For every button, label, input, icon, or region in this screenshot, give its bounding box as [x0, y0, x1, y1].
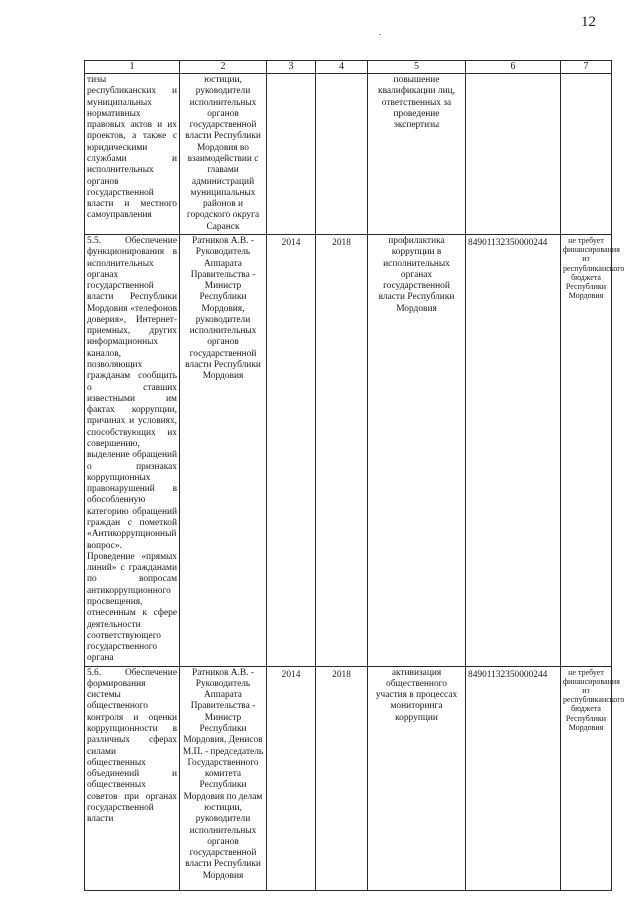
budget-code-cell: 84901132350000244	[468, 237, 548, 248]
measure-cell: тизы республиканских и муниципальных нормативных правовых актов и их проектов, а также с юридическими службами и исполнительных органов государственной власти и местного самоуправления	[87, 75, 177, 221]
start-year-cell: 2014	[281, 669, 301, 680]
financing-cell: не требует финансирования из республиканского бюджета Республики Мордовия	[563, 235, 625, 301]
header-col-3: 3	[267, 61, 316, 74]
result-cell: профилактика коррупции в исполнительных органах государственной власти Республики Мордовия	[378, 235, 455, 314]
header-col-2: 2	[180, 61, 267, 74]
result-cell: активизация общественного участия в процессах мониторинга коррупции	[375, 667, 458, 723]
end-year-cell: 2018	[332, 237, 351, 248]
header-col-5: 5	[368, 61, 466, 74]
header-row	[85, 61, 612, 74]
responsible-cell: юстиции, руководители исполнительных органов государственной власти Республики Мордовия во взаимодействии с главами администраций муниципальных районов и городского округа Саранск	[185, 75, 261, 232]
header-col-4: 4	[316, 61, 368, 74]
start-year-cell: 2014	[281, 237, 301, 248]
header-col-6: 6	[466, 61, 561, 74]
scan-speck	[379, 34, 381, 35]
financing-cell: не требует финансирования из республиканского бюджета Республики Мордовия	[563, 667, 625, 732]
budget-code-cell: 84901132350000244	[468, 669, 548, 680]
header-col-7: 7	[561, 61, 612, 74]
header-col-1: 1	[85, 61, 180, 74]
measure-cell: 5.6. Обеспечение формирования системы общественного контроля и оценки коррупционности в различных сферах силами общественных объединений и общественных советов при органах государственной власти	[87, 667, 177, 825]
measure-cell: 5.5. Обеспечение функционирования в исполнительных органах государственной власти Республики Мордовия «телефонов доверия», Интернет-приемных, других информационных каналов, позволяющих гражданам сообщить о ставших известными им фактах коррупции, причинах и условиях, способствующих их совершению, выделение обращений о признаках коррупционных правонарушений в обособленную категорию обращений граждан с пометкой «Антикоррупционный вопрос». Проведение «прямых линий» с гражданами по вопросам антикоррупционного просвещения, отнесенным к сфере деятельности соответствующего государственного органа	[87, 235, 177, 664]
table-row	[85, 234, 612, 666]
table-row	[85, 74, 612, 235]
result-cell: повышение квалификации лиц, ответственных за проведение экспертизы	[378, 75, 455, 131]
end-year-cell: 2018	[332, 669, 351, 680]
responsible-cell: Ратников А.В. - Руководитель Аппарата Правительства - Министр Республики Мордовия, руководители исполнительных органов государственной власти Республики Мордовия	[185, 235, 261, 382]
page-number: 12	[581, 14, 596, 30]
responsible-cell: Ратников А.В. - Руководитель Аппарата Правительства - Министр Республики Мордовия, Денисов М.П. - председатель Государственного комитета Республики Мордовия по делам юстиции, руководители исполнительных органов государственной власти Республики Мордовия	[182, 667, 264, 881]
program-table	[84, 60, 625, 891]
table-row	[85, 666, 612, 890]
